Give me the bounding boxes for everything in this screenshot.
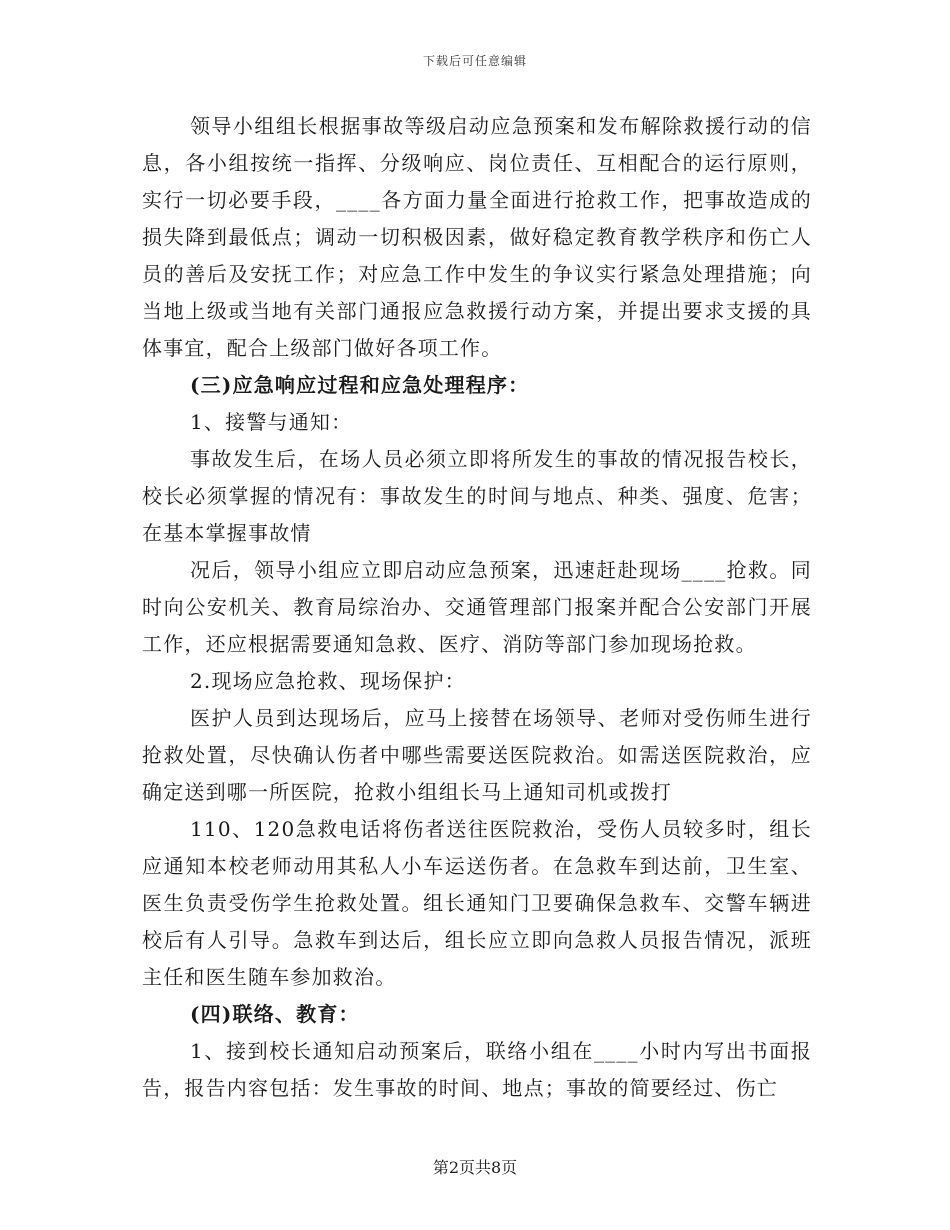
page-number: 第2页共8页 [432, 1158, 518, 1177]
subheading-alarm-notification: 1、接警与通知： [190, 410, 353, 434]
page-header-note: 下载后可任意编辑 [422, 54, 527, 68]
paragraph-accident-report: 事故发生后，在场人员必须立即将所发生的事故的情况报告校长，校长必须掌握的情况有：事故发生的时间与地点、种类、强度、危害；在基本掌握事故情 [142, 447, 812, 545]
section-heading-liaison-education: (四)联络、教育： [190, 1002, 360, 1026]
paragraph-start-plan: 况后，领导小组应立即启动应急预案，迅速赶赴现场____抢救。同时向公安机关、教育局综治办、交通管理部门报案并配合公安部门开展工作，还应根据需要通知急救、医疗、消防等部门参加现场抢救。 [142, 558, 812, 656]
section-heading-emergency-response: (三)应急响应过程和应急处理程序： [190, 373, 530, 397]
paragraph-leadership-response: 领导小组组长根据事故等级启动应急预案和发布解除救援行动的信息，各小组按统一指挥、分级响应、岗位责任、互相配合的运行原则，实行一切必要手段，____各方面力量全面进行抢救工作，把事故造成的损失降到最低点；调动一切积极因素，做好稳定教育教学秩序和伤亡人员的善后及安抚工作；对应急工作中发生的争议实行紧急处理措施；向当地上级或当地有关部门通报应急救援行动方案，并提出要求支援的具体事宜，配合上级部门做好各项工作。 [142, 114, 812, 360]
subheading-onsite-rescue: 2.现场应急抢救、现场保护： [190, 669, 466, 693]
paragraph-ambulance: 110、120急救电话将伤者送往医院救治，受伤人员较多时，组长应通知本校老师动用其私人小车运送伤者。在急救车到达前，卫生室、医生负责受伤学生抢救处置。组长通知门卫要确保急救车、交警车辆进校后有人引导。急救车到达后，组长应立即向急救人员报告情况，派班主任和医生随车参加救治。 [142, 817, 812, 989]
document-body [142, 108, 812, 1107]
paragraph-written-report: 1、接到校长通知启动预案后，联络小组在____小时内写出书面报告，报告内容包括：发生事故的时间、地点；事故的简要经过、伤亡 [142, 1039, 812, 1100]
paragraph-medical-staff: 医护人员到达现场后，应马上接替在场领导、老师对受伤师生进行抢救处置，尽快确认伤者中哪些需要送医院救治。如需送医院救治，应确定送到哪一所医院，抢救小组组长马上通知司机或拨打 [142, 706, 812, 804]
